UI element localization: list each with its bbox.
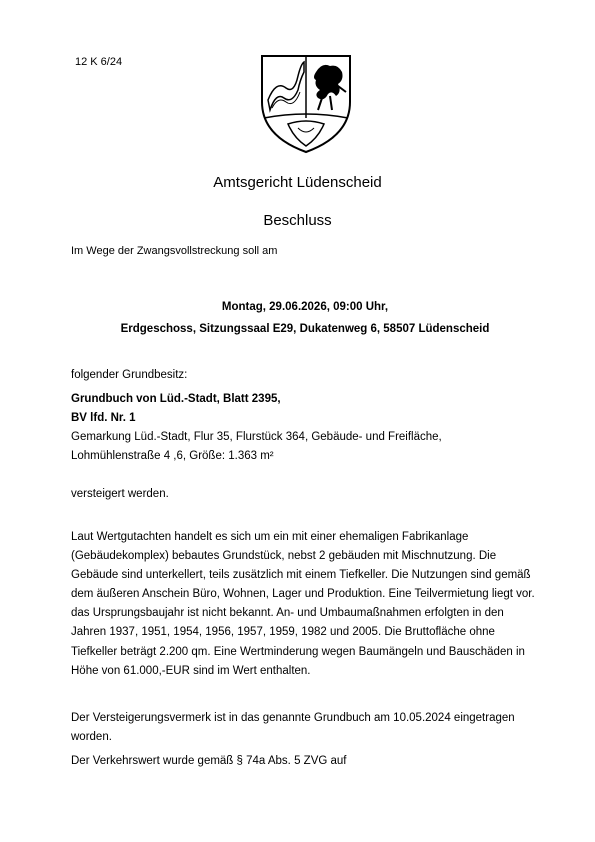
property-address-size: Lohmühlenstraße 4 ,6, Größe: 1.363 m² <box>71 450 274 462</box>
appointment-location: Erdgeschoss, Sitzungssaal E29, Dukatenweg 6, 58507 Lüdenscheid <box>120 323 490 335</box>
document-title: Beschluss <box>263 212 332 229</box>
property-register: Grundbuch von Lüd.-Stadt, Blatt 2395, <box>71 393 281 405</box>
intro-text: Im Wege der Zwangsvollstreckung soll am <box>71 245 278 257</box>
auction-statement: versteigert werden. <box>71 488 169 500</box>
registration-paragraph: Der Versteigerungsvermerk ist in das genannte Grundbuch am 10.05.2024 eingetragen worden. <box>71 712 515 743</box>
property-item: BV lfd. Nr. 1 <box>71 412 136 424</box>
appointment-block <box>60 296 550 340</box>
valuation-paragraph: Laut Wertgutachten handelt es sich um ein mit einer ehemaligen Fabrikanlage (Gebäudekomplex) bebautes Grundstück, nebst 2 gebäuden mit Mischnutzung. Die Gebäude sind unterkellert, teils zusätzlich mit einem Tiefkeller. Die Nutzungen sind gemäß dem äußeren Anschein Büro, Wohnen, Lager und Produktion. Eine Teilvermietung liegt vor. das Ursprungsbaujahr ist nicht bekannt. An- und Umbaumaßnahmen erfolgten in den Jahren 1937, 1951, 1954, 1956, 1957, 1959, 1982 und 2005. Die Bruttofläche ohne Tiefkeller beträgt 2.200 qm. Eine Wertminderung wegen Baumängeln und Bauschäden in Höhe von 61.000,-EUR sind im Wert enthalten. <box>71 531 535 677</box>
property-parcel: Gemarkung Lüd.-Stadt, Flur 35, Flurstück 364, Gebäude- und Freifläche, <box>71 431 442 443</box>
case-number: 12 K 6/24 <box>75 56 123 68</box>
property-details <box>71 390 541 466</box>
coat-of-arms-icon <box>258 50 354 154</box>
appointment-date-time: Montag, 29.06.2026, 09:00 Uhr, <box>221 301 389 313</box>
market-value-paragraph: Der Verkehrswert wurde gemäß § 74a Abs. 5 ZVG auf <box>71 755 347 767</box>
court-name: Amtsgericht Lüdenscheid <box>213 174 382 191</box>
property-intro: folgender Grundbesitz: <box>71 369 188 381</box>
